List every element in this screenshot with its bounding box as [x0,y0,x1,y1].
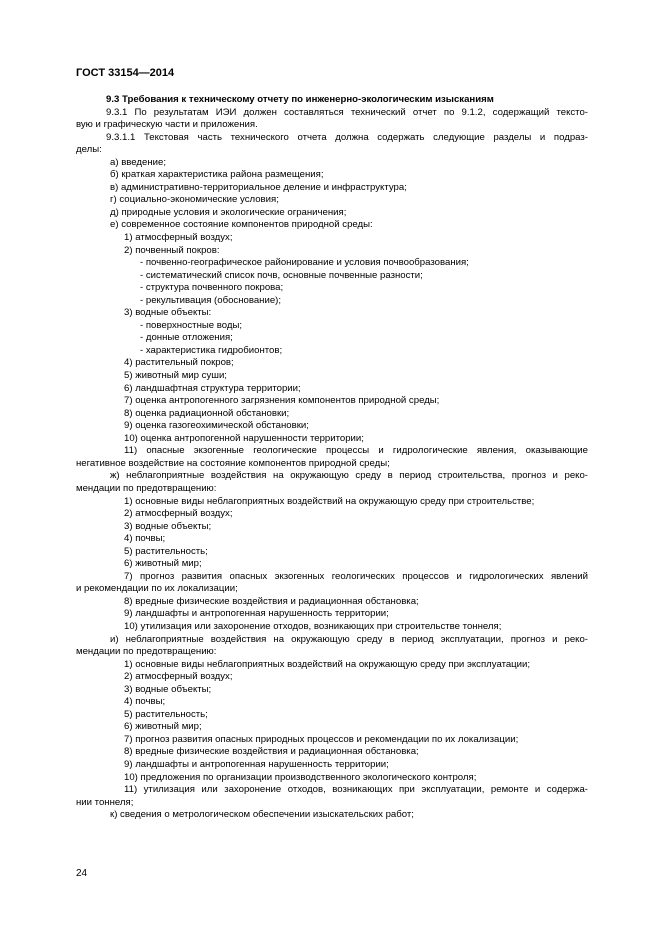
text-line: 9) ландшафты и антропогенная нарушенность территории; [124,758,389,770]
text-line: г) социально-экономические условия; [110,194,279,206]
text-line: 2) атмосферный воздух; [124,671,233,683]
section-heading: 9.3 Требования к техническому отчету по инженерно-экологическим изысканиям [106,94,494,105]
text-line: 9) оценка газогеохимической обстановки; [124,420,309,432]
document-body [76,94,588,822]
text-line: 11) утилизация или захоронение отходов, возникающих при эксплуатации, ремонте и содержа- [124,784,588,796]
text-line: 10) оценка антропогенной нарушенности территории; [124,432,364,444]
text-line: 8) вредные физические воздействия и радиационная обстановка; [124,746,419,758]
page-number: 24 [76,868,88,879]
text-line: 3) водные объекты; [124,520,212,532]
text-line: 10) утилизация или захоронение отходов, возникающих при строительстве тоннеля; [124,620,502,632]
text-line: 7) прогноз развития опасных природных процессов и рекомендации по их локализации; [124,733,519,745]
text-line: - систематический список почв, основные почвенные разности; [140,269,423,281]
text-line: 7) прогноз развития опасных экзогенных геологических процессов и гидрологических явлений [124,570,588,582]
text-line: 6) животный мир; [124,558,202,570]
text-line: 8) оценка радиационной обстановки; [124,407,290,419]
text-line: - поверхностные воды; [140,319,243,331]
text-line: в) административно-территориальное деление и инфраструктура; [110,181,407,193]
text-line: мендации по предотвращению: [76,646,217,658]
text-line: вую и графическую части и приложения. [76,119,258,131]
text-line: и рекомендации по их локализации; [76,583,238,595]
text-line: 9.3.1.1 Текстовая часть технического отчета должна содержать следующие разделы и подраз- [106,131,588,143]
text-line: 1) основные виды неблагоприятных воздействий на окружающую среду при строительстве; [124,495,535,507]
document-code-header: ГОСТ 33154—2014 [76,67,175,79]
text-line: 7) оценка антропогенного загрязнения компонентов природной среды; [124,395,440,407]
text-line: нии тоннеля; [76,796,134,808]
text-line: 6) ландшафтная структура территории; [124,382,301,394]
text-line: ж) неблагоприятные воздействия на окружающую среду в период строительства, прогноз и реко- [110,470,588,482]
text-line: 6) животный мир; [124,721,202,733]
text-line: делы: [76,144,102,156]
text-line: д) природные условия и экологические ограничения; [110,206,347,218]
text-line: 1) основные виды неблагоприятных воздействий на окружающую среду при эксплуатации; [124,658,531,670]
text-line: а) введение; [110,156,166,168]
text-line: 4) растительный покров; [124,357,234,369]
text-line: - рекультивация (обоснование); [140,294,282,306]
text-line: 3) водные объекты; [124,683,212,695]
text-line: 3) водные объекты: [124,307,212,319]
text-line: 1) атмосферный воздух; [124,232,233,244]
text-line: 5) растительность; [124,708,208,720]
text-line: - донные отложения; [140,332,233,344]
text-line: к) сведения о метрологическом обеспечении изыскательских работ; [110,809,414,821]
text-line: негативное воздействие на состояние компонентов природной среды; [76,457,390,469]
text-line: и) неблагоприятные воздействия на окружающую среду в период эксплуатации, прогноз и реко- [110,633,588,645]
text-line: - характеристика гидробионтов; [140,344,283,356]
text-line: 8) вредные физические воздействия и радиационная обстановка; [124,595,419,607]
text-line: 2) атмосферный воздух; [124,508,233,520]
text-line: мендации по предотвращению: [76,482,217,494]
text-line: б) краткая характеристика района размещения; [110,169,324,181]
text-line: 5) животный мир суши; [124,370,227,382]
text-line: - структура почвенного покрова; [140,282,284,294]
text-line: 2) почвенный покров: [124,244,220,256]
text-line: - почвенно-географическое районирование и условия почвообразования; [140,257,469,269]
text-line: 4) почвы; [124,696,166,708]
text-line: 9.3.1 По результатам ИЭИ должен составляться технический отчет по 9.1.2, содержащий тексто- [106,106,588,118]
text-line: 9) ландшафты и антропогенная нарушенность территории; [124,608,389,620]
text-line: 10) предложения по организации производственного экологического контроля; [124,771,477,783]
text-line: 11) опасные экзогенные геологические процессы и гидрологические явления, оказывающие [124,445,588,457]
text-line: е) современное состояние компонентов природной среды: [110,219,373,231]
text-line: 5) растительность; [124,545,208,557]
text-line: 4) почвы; [124,533,166,545]
